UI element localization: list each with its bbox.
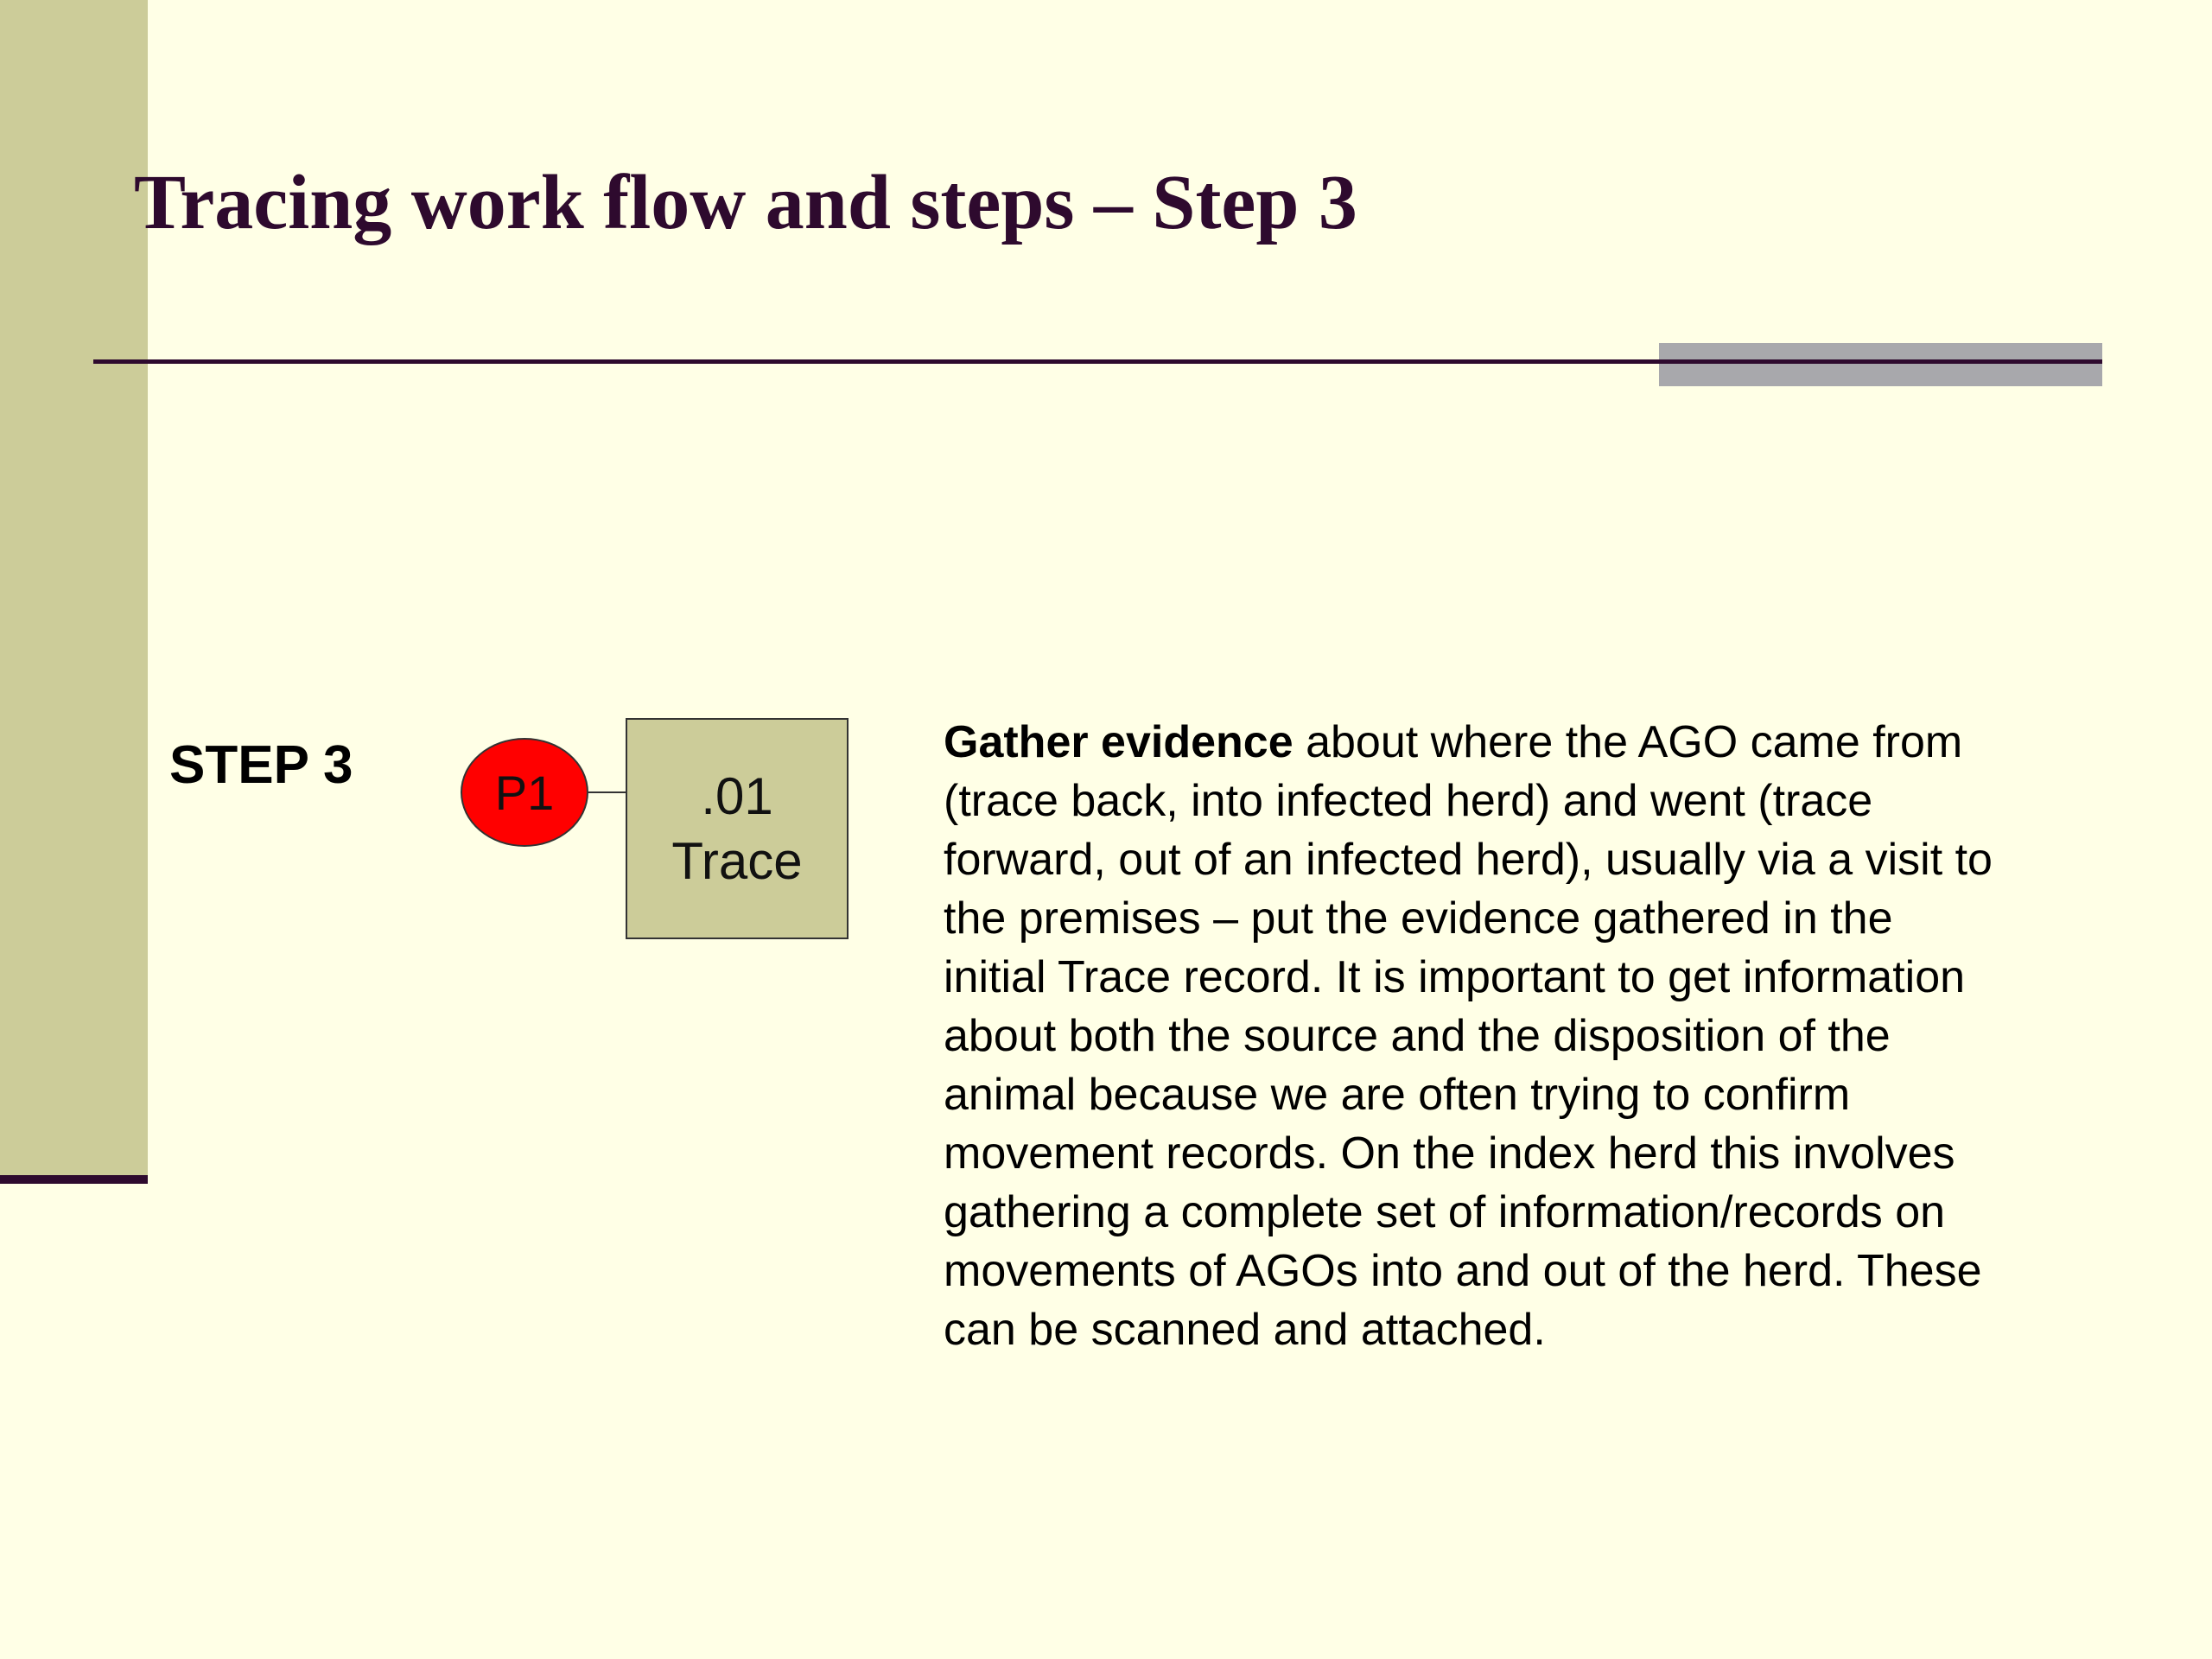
trace-step-box: [626, 718, 849, 939]
trace-step-code: .01: [701, 767, 773, 825]
p1-node: [461, 738, 588, 847]
title-accent-bar: [1659, 343, 2102, 386]
node-connector: [588, 791, 627, 793]
step-label: STEP 3: [169, 735, 353, 795]
p1-node-label: P1: [494, 765, 555, 820]
step-description: [944, 713, 1998, 1359]
left-sidebar-band: [0, 0, 148, 1177]
step-description-text: about where the AGO came from (trace back, into infected herd) and went (trace forward, out of an infected herd), usually via a visit to the premises – put the evidence gathered in the initial Trace record. It is important to get information about both the source and the disposition of the animal because we are often trying to confirm movement records. On the index herd this involves gathering a complete set of information/records on movements of AGOs into and out of the herd. These can be scanned and attached.: [944, 717, 1993, 1355]
workflow-diagram: [458, 715, 855, 942]
step-description-lead: Gather evidence: [944, 717, 1294, 767]
title-divider: [93, 359, 2102, 364]
sidebar-divider: [0, 1175, 148, 1184]
slide-title: Tracing work flow and steps – Step 3: [134, 160, 1357, 245]
trace-step-name: Trace: [671, 832, 803, 890]
